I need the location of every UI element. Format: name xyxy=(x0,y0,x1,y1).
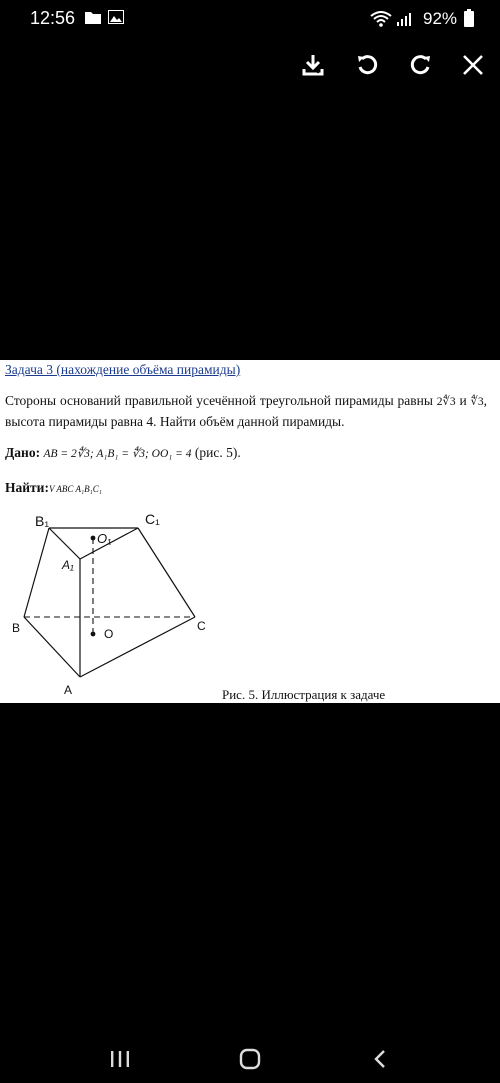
find-formula: V ABC A₁B₁C₁ xyxy=(48,484,102,494)
close-icon xyxy=(462,54,484,81)
label-C: C xyxy=(197,619,206,633)
signal-icon xyxy=(396,12,412,31)
edge-B1-A1 xyxy=(49,528,80,559)
label-B: B xyxy=(12,621,21,635)
back-button[interactable] xyxy=(360,1044,400,1078)
status-bar xyxy=(0,0,500,38)
statement-text-2: , высота пирамиды равна 4. Найти объём данной пирамиды. xyxy=(5,393,487,429)
label-C1: C₁ xyxy=(145,511,160,527)
rotate-right-button[interactable] xyxy=(406,52,436,82)
given-formula: AB = 2∜3; A₁B₁ = ∜3; OO₁ = 4 xyxy=(43,448,192,460)
label-O: O xyxy=(104,627,114,641)
point-O xyxy=(91,632,96,637)
given-line xyxy=(5,445,241,461)
label-B1: B₁ xyxy=(35,513,50,529)
task-title: Задача 3 (нахождение объёма пирамиды) xyxy=(5,362,241,377)
label-O1: O₁ xyxy=(97,531,112,546)
edge-B-A xyxy=(24,617,80,677)
find-line xyxy=(5,480,102,496)
find-label: Найти: xyxy=(5,480,49,495)
home-button[interactable] xyxy=(230,1044,270,1078)
statement-value-1: 2∜3 xyxy=(436,396,456,408)
figure-caption: Рис. 5. Иллюстрация к задаче xyxy=(222,687,386,702)
battery-icon xyxy=(464,9,474,32)
statement-value-2: ∜3 xyxy=(470,396,484,408)
edge-A-C xyxy=(80,617,195,677)
label-A: A xyxy=(64,683,73,697)
edge-C1-C xyxy=(138,528,195,617)
statement-conjunction: и xyxy=(455,393,471,408)
given-label: Дано: xyxy=(5,445,41,460)
point-O1 xyxy=(91,536,96,541)
folder-icon xyxy=(85,10,101,29)
document-image xyxy=(0,360,500,703)
home-icon xyxy=(238,1048,262,1075)
recent-apps-button[interactable] xyxy=(100,1044,140,1078)
wifi-icon xyxy=(370,11,392,32)
status-time: 12:56 xyxy=(30,8,76,28)
download-button[interactable] xyxy=(298,52,328,82)
frustum-figure xyxy=(0,510,260,700)
task-statement xyxy=(5,391,487,432)
back-icon xyxy=(372,1048,388,1075)
statement-text-1: Стороны оснований правильной усечённой треугольной пирамиды равны xyxy=(5,393,437,408)
rotate-left-button[interactable] xyxy=(352,52,382,82)
rotate-right-icon xyxy=(409,53,433,82)
navigation-bar xyxy=(0,1040,500,1083)
given-reference: (рис. 5). xyxy=(194,445,241,460)
edge-B1-B xyxy=(24,528,49,617)
image-viewer-toolbar xyxy=(0,40,500,96)
rotate-left-icon xyxy=(355,53,379,82)
label-A1: A₁ xyxy=(62,558,74,572)
download-icon xyxy=(301,53,325,82)
battery-level: 92% xyxy=(423,9,458,28)
recent-apps-icon xyxy=(109,1049,131,1074)
close-button[interactable] xyxy=(458,52,488,82)
image-icon xyxy=(108,10,124,29)
